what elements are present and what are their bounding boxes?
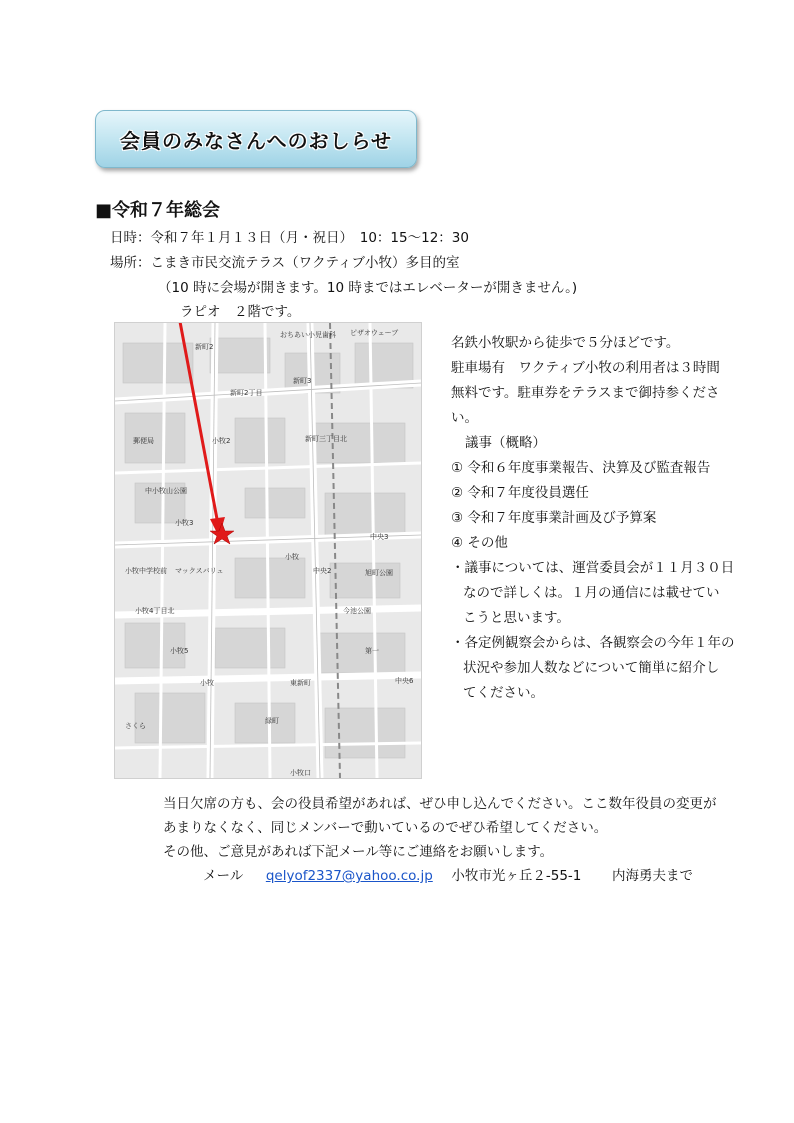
svg-text:緑町: 緑町 [265, 717, 279, 725]
svg-text:中小牧山公園: 中小牧山公園 [145, 487, 187, 495]
map-graphic [115, 323, 421, 778]
access-info [451, 331, 761, 706]
svg-text:旭町公園: 旭町公園 [365, 569, 393, 577]
svg-text:小牧4丁目北: 小牧4丁目北 [135, 607, 175, 615]
parking-line-1: 駐車場有 ワクティブ小牧の利用者は３時間 [451, 360, 720, 376]
svg-text:小牧2: 小牧2 [212, 437, 231, 445]
closing-line-2: あまりなくなく、同じメンバーで動いているのでぜひ希望してください。 [163, 820, 608, 836]
event-datetime: 日時：令和７年１月１３日（月・祝日） 10：15〜12：30 [110, 230, 469, 246]
svg-text:さくら: さくら [125, 722, 146, 730]
section-title: ■令和７年総会 [95, 200, 221, 221]
floor-note: ラピオ ２階です。 [180, 304, 301, 320]
svg-text:マックスバリュ: マックスバリュ [175, 567, 224, 575]
agenda-item-4: ④ その他 [451, 535, 508, 551]
svg-text:新町2: 新町2 [195, 343, 214, 351]
closing-line-1: 当日欠席の方も、会の役員希望があれば、ぜひ申し込んでください。ここ数年役員の変更が [163, 796, 717, 812]
svg-text:新町3: 新町3 [293, 377, 312, 385]
note-1-line-1: ・議事については、運営委員会が１１月３０日 [451, 560, 735, 576]
note-2-line-3: てください。 [463, 685, 544, 701]
closing-line-3: その他、ご意見があれば下記メール等にご連絡をお願いします。 [163, 844, 554, 860]
agenda-item-2: ② 令和７年度役員選任 [451, 485, 589, 501]
venue-map [114, 322, 422, 779]
mail-label: メール [203, 868, 244, 884]
announcement-banner [95, 110, 417, 168]
access-line-1: 名鉄小牧駅から徒歩で５分ほどです。 [451, 335, 680, 351]
note-1-line-3: こうと思います。 [463, 610, 570, 626]
parking-line-2: 無料です。駐車券をテラスまで御持参くださ [451, 385, 720, 401]
svg-text:中央6: 中央6 [395, 677, 414, 685]
svg-text:ピザオウェーブ: ピザオウェーブ [350, 329, 399, 337]
svg-text:小牧中学校前: 小牧中学校前 [125, 567, 167, 575]
svg-text:小牧口: 小牧口 [290, 769, 311, 777]
event-place: 場所：こまき市民交流テラス（ワクティブ小牧）多目的室 [110, 255, 460, 271]
contact-name: 内海勇夫まで [611, 868, 693, 884]
svg-text:小牧: 小牧 [200, 679, 214, 687]
svg-text:小牧5: 小牧5 [170, 647, 189, 655]
address: 小牧市光ヶ丘２-55-1 [451, 868, 582, 884]
svg-text:東新町: 東新町 [290, 679, 311, 687]
svg-text:新町三丁目北: 新町三丁目北 [305, 435, 347, 443]
svg-text:おちあい小児歯科: おちあい小児歯科 [280, 331, 336, 339]
agenda-title: 議事（概略） [465, 435, 546, 451]
banner-title: 会員のみなさんへのおしらせ [120, 128, 392, 153]
agenda-item-3: ③ 令和７年度事業計画及び予算案 [451, 510, 657, 526]
event-note: （10 時に会場が開きます。10 時まではエレベーターが開きません。) [158, 280, 578, 296]
contact-line [163, 864, 763, 888]
svg-text:今池公園: 今池公園 [343, 607, 371, 615]
svg-text:中央3: 中央3 [370, 533, 389, 541]
svg-text:中央2: 中央2 [313, 567, 332, 575]
parking-line-3: い。 [451, 410, 478, 426]
closing-message [163, 792, 763, 888]
note-2-line-2: 状況や参加人数などについて簡単に紹介し [463, 660, 720, 676]
svg-text:郵便局: 郵便局 [133, 437, 154, 445]
note-1-line-2: なので詳しくは。１月の通信には載せてい [463, 585, 720, 601]
agenda-item-1: ① 令和６年度事業報告、決算及び監査報告 [451, 460, 711, 476]
svg-text:第一: 第一 [365, 647, 379, 655]
note-2-line-1: ・各定例観察会からは、各観察会の今年１年の [451, 635, 735, 651]
svg-text:小牧3: 小牧3 [175, 519, 194, 527]
svg-text:新町2丁目: 新町2丁目 [230, 389, 263, 397]
email-link[interactable]: qelyof2337@yahoo.co.jp [265, 868, 433, 884]
svg-text:小牧: 小牧 [285, 553, 299, 561]
